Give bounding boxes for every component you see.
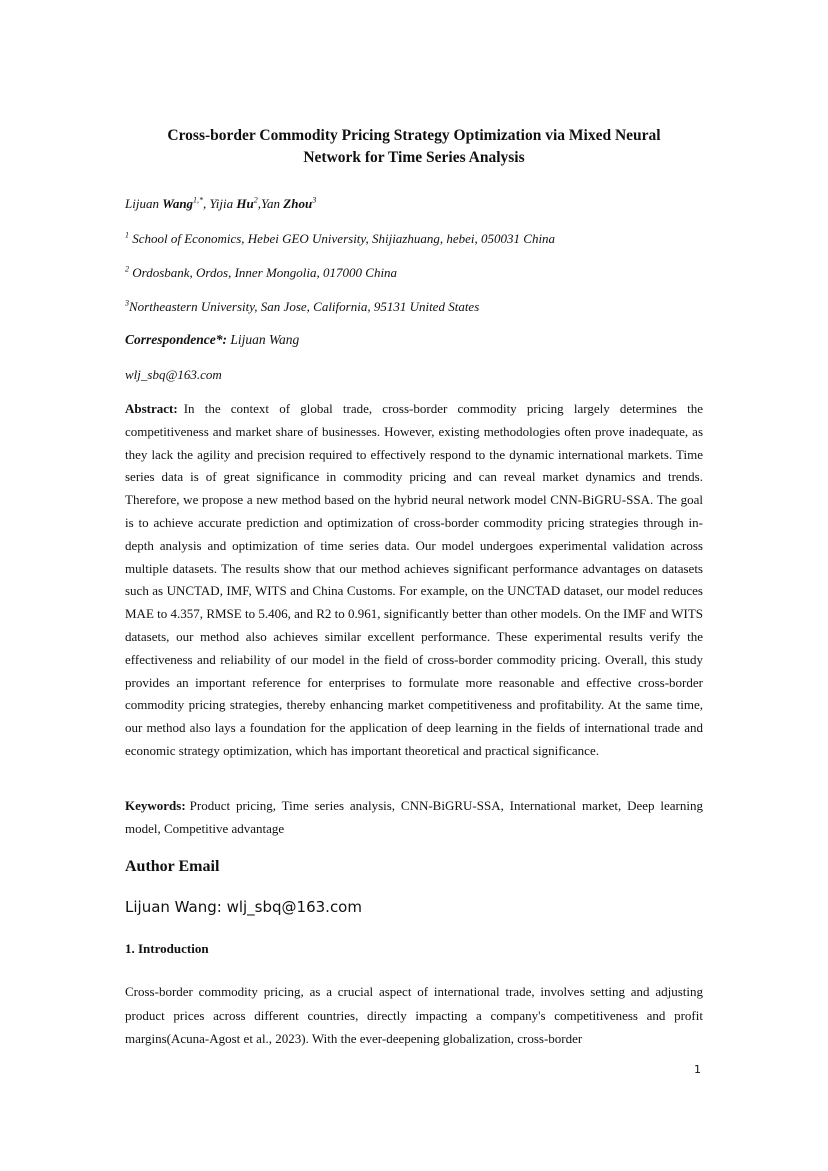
author-1-sup: 1,*: [193, 195, 204, 205]
author-list: [125, 196, 316, 212]
abstract-text: In the context of global trade, cross-border commodity pricing largely determines the competitiveness and market share of businesses. However, existing methodologies often prove inadequate, as they lack the agility and precision required to effectively respond to the dynamic international markets. Time series data is of great significance in commodity pricing and can reveal market dynamics and trends. Therefore, we propose a new method based on the hybrid neural network model CNN-BiGRU-SSA. The goal is to achieve accurate prediction and optimization of cross-border commodity pricing strategies through in-depth analysis and optimization of time series data. Our model undergoes experimental validation across multiple datasets. The results show that our method achieves significant performance advantages on datasets such as UNCTAD, IMF, WITS and China Customs. For example, on the UNCTAD dataset, our model reduces MAE to 4.357, RMSE to 5.406, and R2 to 0.961, significantly better than other models. On the IMF and WITS datasets, our method also achieves similar excellent performance. These experimental results verify the effectiveness and reliability of our model in the field of cross-border commodity pricing. Overall, this study provides an important reference for enterprises to formulate more reasonable and effective cross-border commodity pricing strategies, thereby enhancing market competitiveness and profitability. At the same time, our method also lays a foundation for the application of deep learning in the fields of international trade and economic strategy optimization, which has important theoretical and practical significance.: [125, 401, 703, 758]
abstract: [125, 398, 703, 763]
affiliation-2: [125, 265, 397, 281]
keywords-text: Product pricing, Time series analysis, CNN-BiGRU-SSA, International market, Deep learning model, Competitive advantage: [125, 798, 703, 836]
affiliation-2-text: Ordosbank, Ordos, Inner Mongolia, 017000 China: [129, 265, 398, 280]
title-line-1: Cross-border Commodity Pricing Strategy Optimization via Mixed Neural: [167, 127, 661, 144]
keywords-label: Keywords:: [125, 798, 186, 813]
affiliation-2-sup: 2: [125, 264, 129, 274]
correspondence-email[interactable]: wlj_sbq@163.com: [125, 367, 222, 382]
introduction-paragraph: Cross-border commodity pricing, as a crucial aspect of international trade, involves setting and adjusting product prices across different countries, directly impacting a company's competitiveness and profit margins(Acuna-Agost et al., 2023). With the ever-deepening globalization, cross-border: [125, 984, 703, 1046]
affiliation-3-text: Northeastern University, San Jose, California, 95131 United States: [129, 299, 480, 314]
author-2-sup: 2: [253, 195, 258, 205]
correspondence-label: Correspondence*:: [125, 332, 227, 347]
author-3-family: Zhou: [283, 196, 313, 211]
affiliation-1: [125, 231, 555, 247]
author-1-family: Wang: [162, 196, 194, 211]
author-3-sup: 3: [312, 195, 317, 205]
affiliation-1-text: School of Economics, Hebei GEO University, Shijiazhuang, hebei, 050031 China: [129, 231, 556, 246]
author-1-given: Lijuan: [125, 196, 163, 211]
section-heading-introduction: 1. Introduction: [125, 941, 209, 956]
paper-title: [100, 125, 728, 169]
title-line-2: Network for Time Series Analysis: [303, 149, 525, 166]
correspondence-name: Lijuan Wang: [227, 332, 300, 347]
author-email-heading: Author Email: [125, 858, 220, 875]
affiliation-3-sup: 3: [125, 298, 129, 308]
page-number: 1: [694, 1063, 701, 1076]
keywords: [125, 795, 703, 841]
affiliation-1-sup: 1: [125, 230, 129, 240]
author-email-line: Lijuan Wang: wlj_sbq@163.com: [125, 898, 362, 916]
affiliation-3: [125, 299, 479, 315]
author-sep-1: , Yijia: [203, 196, 237, 211]
author-sep-2: ,Yan: [257, 196, 284, 211]
abstract-label: Abstract:: [125, 401, 178, 416]
correspondence: [125, 332, 299, 348]
author-2-family: Hu: [236, 196, 254, 211]
